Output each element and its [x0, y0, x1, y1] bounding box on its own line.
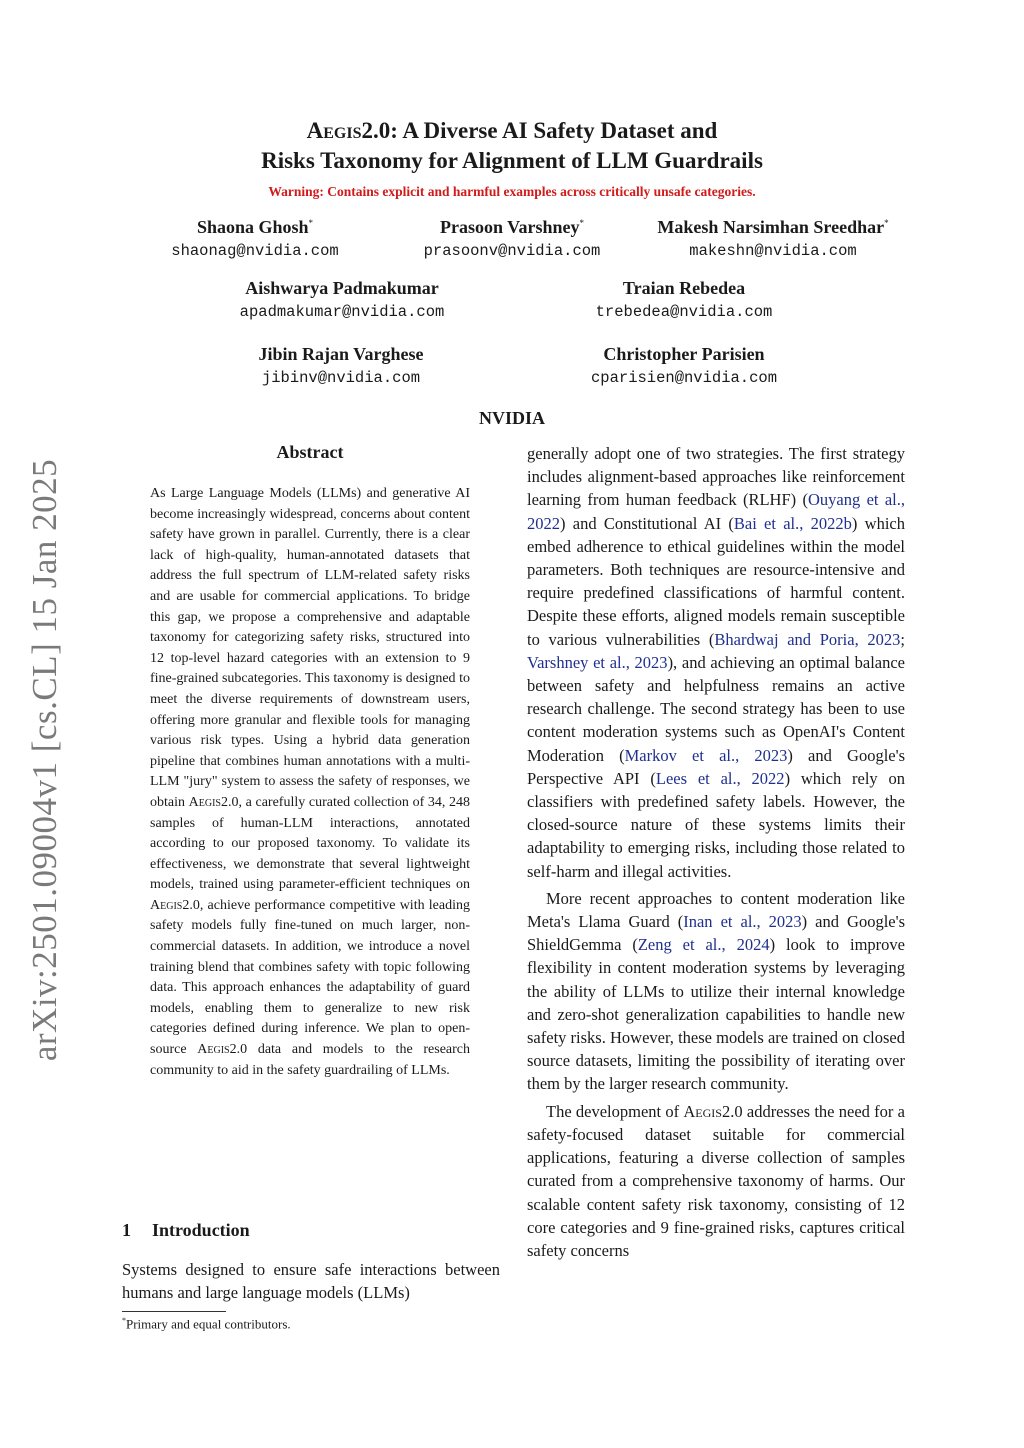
author-email: shaonag@nvidia.com	[171, 242, 339, 260]
author-email: jibinv@nvidia.com	[261, 369, 421, 387]
section-title: Introduction	[152, 1220, 250, 1240]
paper-title-line-1: Aegis2.0: A Diverse AI Safety Dataset and	[306, 118, 718, 143]
author-name: Christopher Parisien	[603, 344, 765, 364]
author-6	[220, 343, 462, 389]
citation-link[interactable]: Varshney et al., 2023	[527, 652, 668, 672]
affiliation: NVIDIA	[478, 408, 545, 428]
author-1	[150, 212, 360, 262]
paragraph-recent-approaches: More recent approaches to content moderation like Meta's Llama Guard (Inan et al., 2023) and Google's ShieldGemma (Zeng et al., 2024) look to improve flexibility in content moderation systems by leveraging the ability of LLMs to utilize their internal knowledge and zero-shot generalization capabilities to handle new safety risks. However, these models are trained on closed source datasets, limiting the possibility of iterating over them by the larger research community.	[527, 888, 906, 1094]
author-2	[402, 212, 622, 262]
abstract-body: As Large Language Models (LLMs) and generative AI become increasingly widespread, concerns about content safety have grown in parallel. Currently, there is a clear lack of high-quality, human-annotated datasets that address the full spectrum of LLM-related safety risks and are usable for commercial applications. To bridge this gap, we propose a comprehensive and adaptable taxonomy for categorizing safety risks, structured into 12 top-level hazard categories with an extension to 9 fine-grained subcategories. This taxonomy is designed to meet the diverse requirements of downstream users, offering more granular and flexible tools for managing various risk types. Using a hybrid data generation pipeline that combines human annotations with a multi-LLM "jury" system to assess the safety of responses, we obtain Aegis2.0, a carefully curated collection of 34, 248 samples of human-LLM interactions, annotated according to our proposed taxonomy. To validate its effectiveness, we demonstrate that several lightweight models, trained using parameter-efficient techniques on Aegis2.0, achieve performance competitive with leading safety models fully fine-tuned on much larger, non-commercial datasets. In addition, we introduce a novel training blend that combines safety with topic following data. This approach enhances the adaptability of guard models, enabling them to generalize to new risk categories defined during inference. We plan to open-source Aegis2.0 data and models to the research community to aid in the safety guardrailing of LLMs.	[150, 486, 471, 1078]
author-email: apadmakumar@nvidia.com	[239, 303, 445, 321]
section-heading-introduction	[122, 1220, 250, 1241]
citation-link[interactable]: Ouyang et al., 2022	[527, 490, 905, 533]
paragraph-development: The development of Aegis2.0 addresses the need for a safety-focused dataset suitable for commercial applications, featuring a diverse collection of samples curated from a comprehensive taxonomy of harms. Our scalable content safety risk taxonomy, consisting of 12 core categories and 9 fine-grained risks, captures critical safety concerns	[527, 1101, 905, 1260]
author-7	[560, 343, 808, 389]
author-email: makeshn@nvidia.com	[689, 242, 857, 260]
author-name: Aishwarya Padmakumar	[245, 278, 439, 298]
abstract-heading: Abstract	[276, 442, 344, 462]
citation-link[interactable]: Bhardwaj and Poria, 2023	[714, 629, 901, 649]
citation-link[interactable]: Inan et al., 2023	[683, 912, 802, 932]
author-mark: *	[579, 218, 585, 228]
author-name: Jibin Rajan Varghese	[258, 344, 424, 364]
introduction-paragraph: Systems designed to ensure safe interactions between humans and large language models (LLMs)	[122, 1260, 500, 1303]
author-name: Traian Rebedea	[622, 278, 746, 298]
citation-link[interactable]: Zeng et al., 2024	[637, 935, 770, 955]
author-5	[560, 277, 808, 323]
content-warning: Warning: Contains explicit and harmful examples across critically unsafe categories.	[268, 184, 756, 199]
right-column-text	[527, 442, 905, 1266]
author-name: Makesh Narsimhan Sreedhar	[657, 217, 885, 237]
footnote: *Primary and equal contributors.	[122, 1316, 291, 1332]
author-email: trebedea@nvidia.com	[595, 303, 773, 321]
author-name: Shaona Ghosh	[196, 217, 309, 237]
section-number: 1	[122, 1220, 131, 1240]
author-name: Prasoon Varshney	[439, 217, 580, 237]
paper-title-block	[0, 116, 1024, 200]
citation-link[interactable]: Lees et al., 2022	[655, 768, 785, 788]
author-mark: *	[884, 218, 889, 228]
author-4	[212, 277, 472, 323]
arxiv-id-text: arXiv:2501.09004v1 [cs.CL] 15 Jan 2025	[25, 458, 65, 1062]
author-email: prasoonv@nvidia.com	[423, 242, 601, 260]
author-email: cparisien@nvidia.com	[590, 369, 778, 387]
paragraph-strategies: generally adopt one of two strategies. The first strategy includes alignment-based approaches like reinforcement learning from human feedback (RLHF) (Ouyang et al., 2022) and Constitutional AI (Bai et al., 2022b) which embed adherence to ethical guidelines within the model parameters. Both techniques are resource-intensive and require predefined classifications of harmful content. Despite these efforts, aligned models remain susceptible to various vulnerabilities (Bhardwaj and Poria, 2023; Varshney et al., 2023), and achieving an optimal balance between safety and helpfulness remains an active research challenge. The second strategy has been to use content moderation systems such as OpenAI's Content Moderation (Markov et al., 2023) and Google's Perspective API (Lees et al., 2022) which rely on classifiers with predefined safety labels. However, the closed-source nature of these systems limits their adaptability to emerging risks, including those related to self-harm and illegal activities.	[527, 444, 905, 881]
footnote-divider	[122, 1311, 226, 1312]
citation-link[interactable]: Bai et al., 2022b	[733, 513, 852, 533]
author-mark: *	[308, 218, 314, 228]
paper-title-line-2: Risks Taxonomy for Alignment of LLM Guardrails	[261, 148, 763, 173]
arxiv-identifier-stamp	[10, 460, 80, 1060]
author-3	[628, 212, 918, 262]
citation-link[interactable]: Markov et al., 2023	[624, 745, 788, 765]
